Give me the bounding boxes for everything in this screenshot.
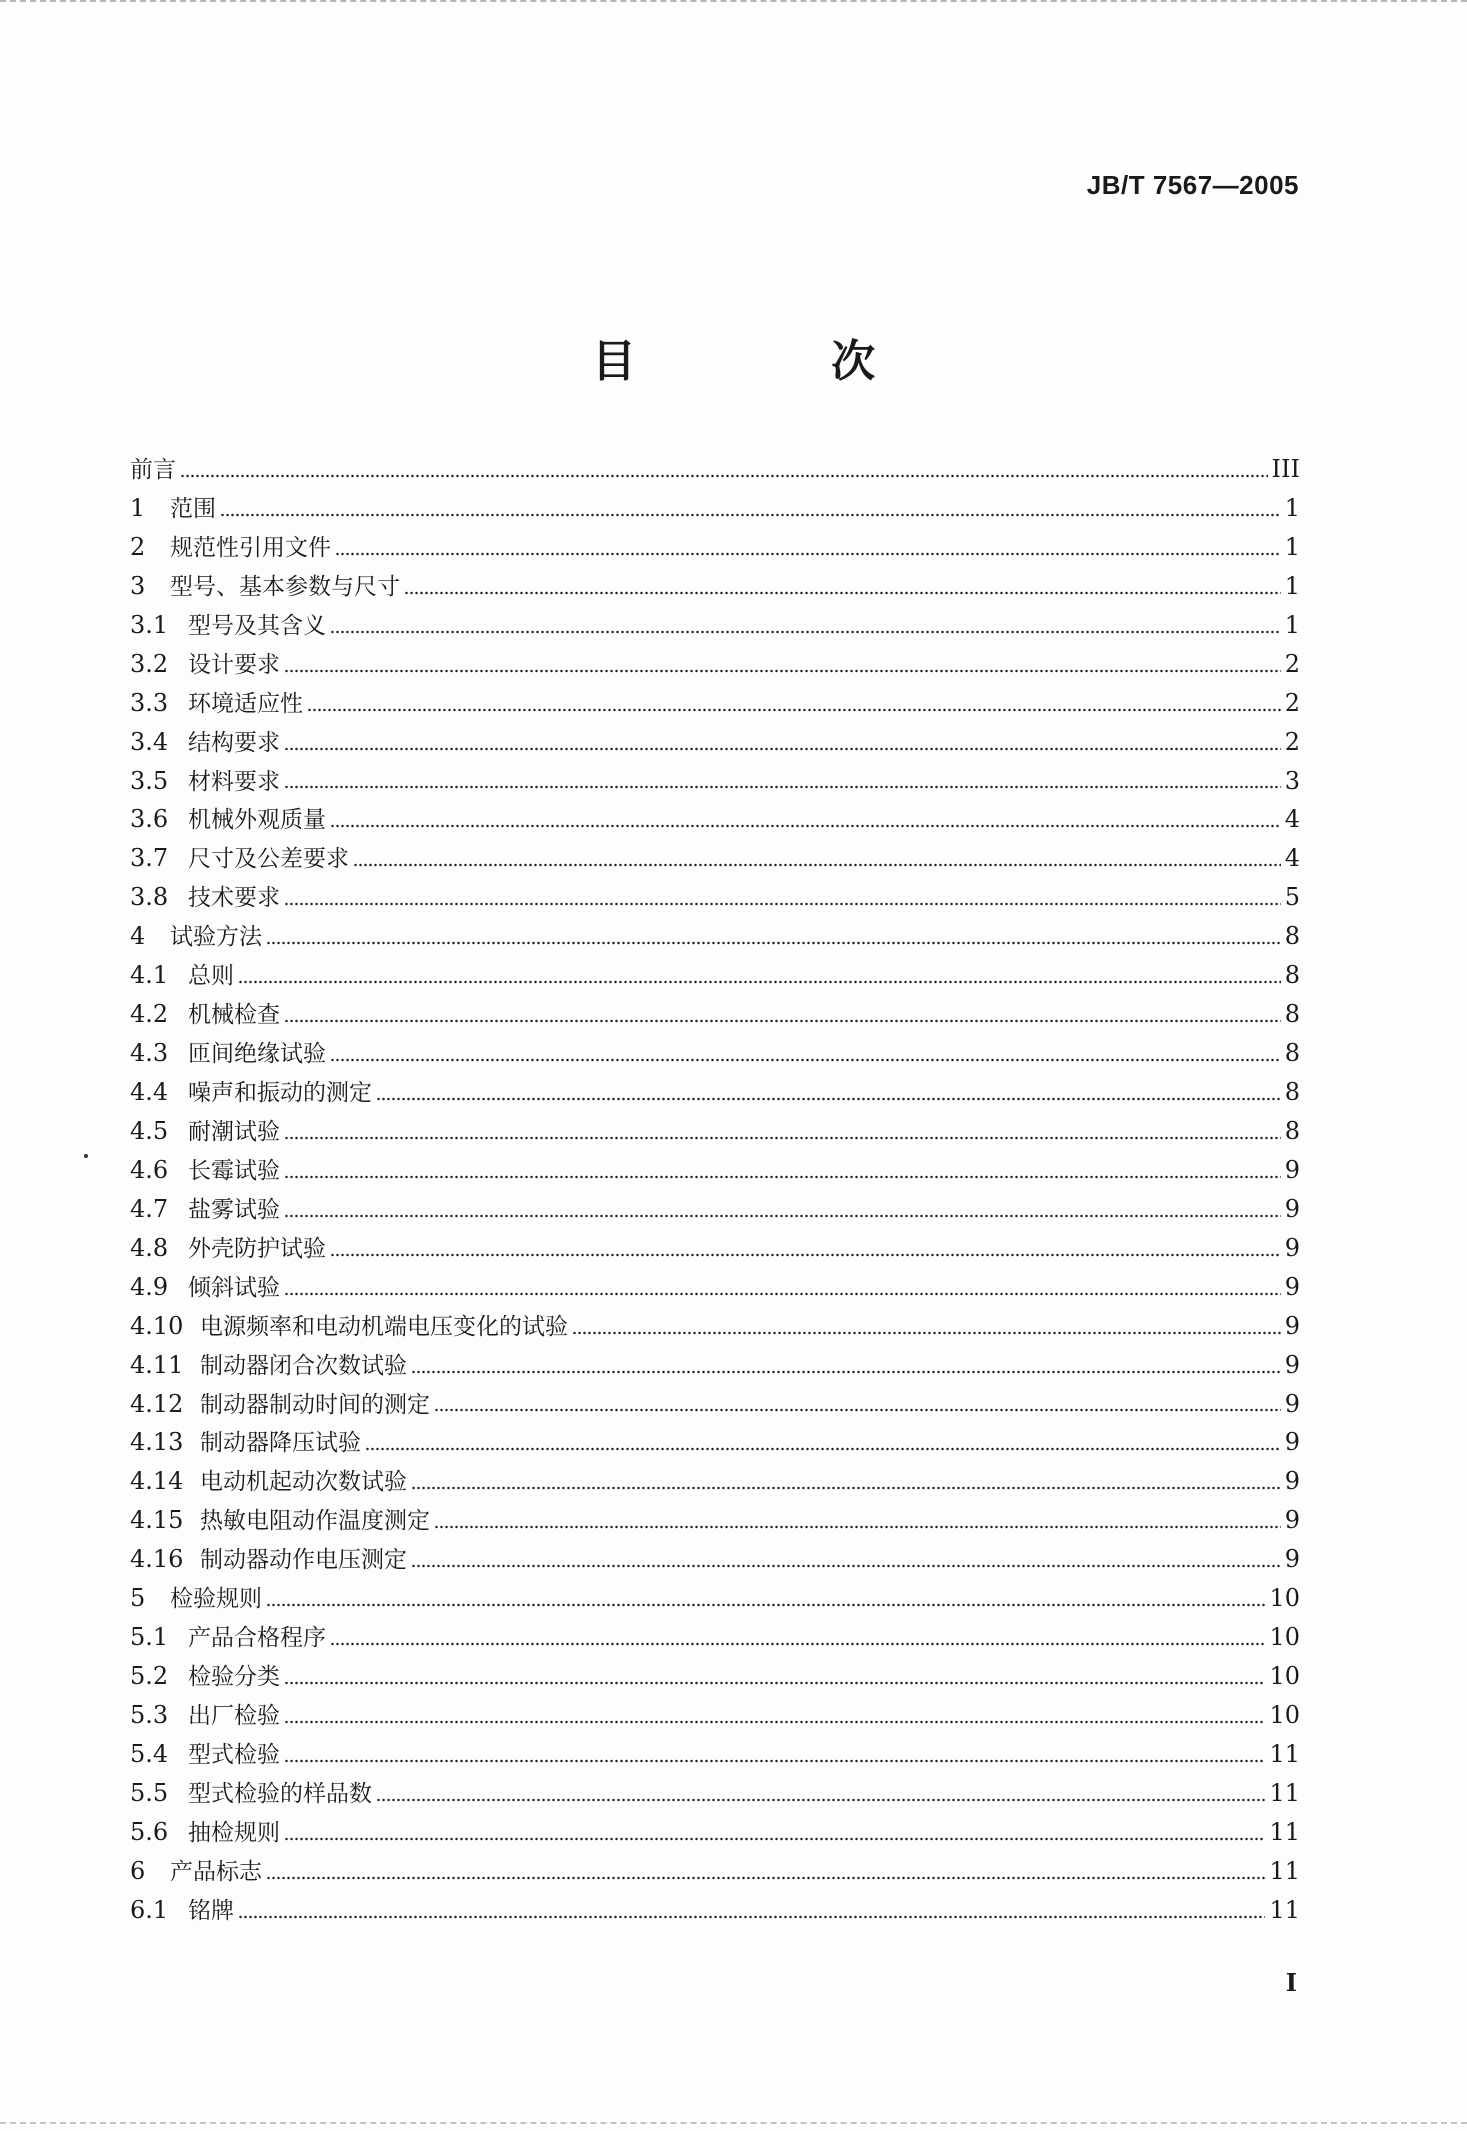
toc-entry-label: 试验方法 bbox=[170, 924, 262, 951]
toc-entry-label: 型式检验 bbox=[188, 1741, 280, 1768]
toc-leader-dots bbox=[266, 941, 1281, 945]
toc-entry-page: 10 bbox=[1269, 1701, 1300, 1729]
table-of-contents bbox=[130, 450, 1300, 1930]
toc-entry-number: 5.1 bbox=[130, 1623, 169, 1652]
toc-entry bbox=[130, 800, 1300, 839]
toc-entry-number: 4.3 bbox=[130, 1039, 169, 1068]
toc-entry-number: 6.1 bbox=[130, 1895, 169, 1924]
toc-entry bbox=[130, 1268, 1300, 1307]
toc-leader-dots bbox=[284, 669, 1281, 673]
toc-leader-dots bbox=[238, 980, 1281, 984]
toc-entry bbox=[130, 645, 1300, 684]
toc-leader-dots bbox=[330, 1058, 1281, 1062]
toc-entry-number: 4.15 bbox=[130, 1506, 184, 1535]
toc-entry-label: 长霉试验 bbox=[188, 1157, 280, 1184]
toc-entry-label: 外壳防护试验 bbox=[188, 1235, 326, 1262]
toc-entry bbox=[130, 528, 1300, 567]
toc-entry-label: 倾斜试验 bbox=[188, 1274, 280, 1301]
toc-entry-page: 9 bbox=[1284, 1272, 1300, 1301]
toc-entry-label: 规范性引用文件 bbox=[170, 534, 331, 561]
toc-entry bbox=[130, 450, 1300, 489]
toc-leader-dots bbox=[572, 1331, 1281, 1335]
toc-entry-number: 3.8 bbox=[130, 883, 169, 912]
toc-entry bbox=[130, 1891, 1300, 1930]
toc-entry-number: 4.13 bbox=[130, 1428, 184, 1457]
page-title: 目 次 bbox=[591, 336, 966, 387]
toc-entry bbox=[130, 567, 1300, 606]
toc-leader-dots bbox=[284, 1720, 1265, 1724]
toc-leader-dots bbox=[284, 1019, 1281, 1023]
toc-entry bbox=[130, 878, 1300, 917]
toc-entry-number: 5.5 bbox=[130, 1778, 169, 1807]
toc-leader-dots bbox=[284, 1214, 1281, 1218]
toc-entry-label: 电动机起动次数试验 bbox=[200, 1469, 407, 1496]
toc-entry-label: 抽检规则 bbox=[188, 1819, 280, 1846]
toc-entry-label: 产品合格程序 bbox=[188, 1625, 326, 1652]
toc-leader-dots bbox=[330, 630, 1281, 634]
toc-leader-dots bbox=[266, 1603, 1265, 1607]
toc-entry-page: 4 bbox=[1284, 805, 1300, 834]
toc-entry-number: 5.4 bbox=[130, 1739, 169, 1768]
toc-entry-number: 5.6 bbox=[130, 1817, 169, 1846]
toc-entry-label: 检验分类 bbox=[188, 1664, 280, 1691]
toc-leader-dots bbox=[284, 1759, 1265, 1763]
toc-entry-label: 耐潮试验 bbox=[188, 1118, 280, 1145]
toc-leader-dots bbox=[284, 1175, 1281, 1179]
toc-entry-label: 制动器降压试验 bbox=[200, 1430, 361, 1457]
toc-entry-page: 1 bbox=[1284, 532, 1300, 561]
toc-leader-dots bbox=[330, 1253, 1281, 1257]
toc-entry-page: 9 bbox=[1284, 1506, 1300, 1535]
toc-entry-page: 1 bbox=[1284, 493, 1300, 522]
toc-entry-label: 范围 bbox=[170, 495, 216, 522]
toc-entry-page: 2 bbox=[1284, 688, 1300, 717]
toc-entry bbox=[130, 489, 1300, 528]
toc-entry-number: 4.7 bbox=[130, 1194, 169, 1223]
toc-entry-page: 2 bbox=[1284, 649, 1300, 678]
toc-entry-label: 热敏电阻动作温度测定 bbox=[200, 1508, 430, 1535]
document-code: JB/T 7567—2005 bbox=[1086, 170, 1299, 200]
toc-entry-page: 11 bbox=[1269, 1739, 1300, 1768]
toc-entry-number: 4.11 bbox=[130, 1350, 184, 1379]
toc-entry-number: 4.5 bbox=[130, 1116, 169, 1145]
toc-entry-page: III bbox=[1271, 455, 1300, 483]
toc-entry-number: 3.5 bbox=[130, 766, 169, 795]
toc-entry bbox=[130, 1735, 1300, 1774]
toc-entry bbox=[130, 917, 1300, 956]
toc-leader-dots bbox=[353, 863, 1281, 867]
toc-entry-label: 型号及其含义 bbox=[188, 612, 326, 639]
toc-entry-label: 产品标志 bbox=[170, 1858, 262, 1885]
toc-entry bbox=[130, 1501, 1300, 1540]
toc-leader-dots bbox=[284, 1292, 1281, 1296]
toc-entry bbox=[130, 995, 1300, 1034]
toc-leader-dots bbox=[411, 1564, 1281, 1568]
toc-entry-page: 9 bbox=[1284, 1467, 1300, 1496]
toc-entry-number: 2 bbox=[130, 532, 146, 561]
toc-entry-label: 设计要求 bbox=[188, 651, 280, 678]
toc-entry-label: 机械外观质量 bbox=[188, 807, 326, 834]
toc-leader-dots bbox=[284, 747, 1281, 751]
toc-entry-number: 3.1 bbox=[130, 610, 169, 639]
toc-entry-number: 4.16 bbox=[130, 1545, 184, 1574]
toc-leader-dots bbox=[411, 1486, 1281, 1490]
toc-entry-page: 3 bbox=[1284, 766, 1300, 795]
toc-entry-label: 总则 bbox=[188, 963, 234, 990]
toc-leader-dots bbox=[238, 1915, 1265, 1919]
toc-entry bbox=[130, 1579, 1300, 1618]
toc-entry-number: 1 bbox=[130, 493, 146, 522]
toc-entry-page: 9 bbox=[1284, 1389, 1300, 1418]
toc-entry-label: 材料要求 bbox=[188, 768, 280, 795]
toc-leader-dots bbox=[411, 1370, 1281, 1374]
toc-entry-number: 6 bbox=[130, 1856, 146, 1885]
toc-leader-dots bbox=[376, 1097, 1281, 1101]
toc-entry-page: 11 bbox=[1269, 1856, 1300, 1885]
toc-entry-label: 机械检查 bbox=[188, 1002, 280, 1029]
toc-entry-number: 4.2 bbox=[130, 1000, 169, 1029]
toc-leader-dots bbox=[266, 1876, 1265, 1880]
toc-entry bbox=[130, 1423, 1300, 1462]
toc-entry-label: 检验规则 bbox=[170, 1586, 262, 1613]
toc-entry-label: 盐雾试验 bbox=[188, 1196, 280, 1223]
toc-entry-page: 9 bbox=[1284, 1545, 1300, 1574]
toc-entry-label: 噪声和振动的测定 bbox=[188, 1080, 372, 1106]
toc-leader-dots bbox=[330, 1642, 1265, 1646]
toc-entry-number: 3.3 bbox=[130, 688, 169, 717]
toc-leader-dots bbox=[376, 1798, 1265, 1802]
toc-leader-dots bbox=[284, 1837, 1265, 1841]
toc-entry bbox=[130, 1307, 1300, 1346]
scan-speck bbox=[84, 1154, 88, 1158]
toc-entry-page: 8 bbox=[1284, 1116, 1300, 1145]
toc-entry-page: 9 bbox=[1284, 1233, 1300, 1262]
toc-entry-number: 4.8 bbox=[130, 1233, 169, 1262]
toc-entry-label: 型号、基本参数与尺寸 bbox=[170, 573, 400, 600]
toc-entry-number: 4.12 bbox=[130, 1389, 184, 1418]
toc-leader-dots bbox=[330, 824, 1281, 828]
toc-entry-label: 技术要求 bbox=[188, 885, 280, 912]
toc-leader-dots bbox=[180, 474, 1268, 478]
toc-entry-page: 8 bbox=[1284, 1078, 1300, 1106]
toc-leader-dots bbox=[284, 902, 1281, 906]
toc-entry-number: 4 bbox=[130, 922, 146, 951]
toc-entry bbox=[130, 956, 1300, 995]
toc-entry bbox=[130, 1540, 1300, 1579]
toc-entry bbox=[130, 1618, 1300, 1657]
toc-leader-dots bbox=[335, 552, 1281, 556]
toc-entry bbox=[130, 1696, 1300, 1735]
toc-entry-number: 3 bbox=[130, 571, 146, 600]
toc-leader-dots bbox=[404, 591, 1281, 595]
toc-entry bbox=[130, 1774, 1300, 1813]
toc-entry-page: 2 bbox=[1284, 727, 1300, 756]
toc-entry bbox=[130, 1657, 1300, 1696]
toc-entry-number: 5.3 bbox=[130, 1701, 169, 1729]
toc-entry bbox=[130, 1462, 1300, 1501]
toc-entry bbox=[130, 1112, 1300, 1151]
toc-entry bbox=[130, 1852, 1300, 1891]
toc-leader-dots bbox=[220, 513, 1281, 517]
toc-entry-number: 3.4 bbox=[130, 727, 169, 756]
toc-leader-dots bbox=[284, 1681, 1265, 1685]
toc-entry-number: 5.2 bbox=[130, 1662, 169, 1691]
toc-entry bbox=[130, 1385, 1300, 1424]
toc-entry-label: 环境适应性 bbox=[188, 690, 303, 717]
toc-entry bbox=[130, 762, 1300, 801]
toc-entry-label: 制动器闭合次数试验 bbox=[200, 1352, 407, 1379]
toc-entry-label: 前言 bbox=[130, 457, 176, 483]
toc-entry-page: 9 bbox=[1284, 1155, 1300, 1184]
toc-entry-page: 11 bbox=[1269, 1895, 1300, 1924]
toc-entry bbox=[130, 723, 1300, 762]
toc-entry bbox=[130, 1034, 1300, 1073]
toc-entry-label: 结构要求 bbox=[188, 729, 280, 756]
toc-entry bbox=[130, 839, 1300, 878]
toc-leader-dots bbox=[307, 708, 1281, 712]
toc-entry-label: 匝间绝缘试验 bbox=[188, 1041, 326, 1068]
toc-entry-label: 出厂检验 bbox=[188, 1703, 280, 1729]
toc-leader-dots bbox=[434, 1408, 1281, 1412]
toc-entry-page: 5 bbox=[1284, 883, 1300, 912]
toc-leader-dots bbox=[284, 1136, 1281, 1140]
toc-entry-page: 4 bbox=[1284, 844, 1300, 873]
toc-entry-page: 8 bbox=[1284, 1000, 1300, 1029]
toc-entry bbox=[130, 1073, 1300, 1112]
toc-entry-label: 制动器动作电压测定 bbox=[200, 1547, 407, 1574]
toc-entry-page: 9 bbox=[1284, 1194, 1300, 1223]
toc-entry-label: 制动器制动时间的测定 bbox=[200, 1391, 430, 1418]
toc-entry-number: 3.2 bbox=[130, 649, 169, 678]
toc-entry bbox=[130, 1190, 1300, 1229]
scan-top-edge bbox=[0, 0, 1467, 6]
toc-entry-page: 10 bbox=[1269, 1584, 1300, 1613]
toc-entry-number: 4.10 bbox=[130, 1311, 184, 1340]
scan-bottom-edge bbox=[0, 2122, 1467, 2128]
toc-entry-number: 4.14 bbox=[130, 1467, 184, 1496]
toc-entry-page: 1 bbox=[1284, 610, 1300, 639]
toc-entry-page: 8 bbox=[1284, 922, 1300, 951]
toc-entry bbox=[130, 1813, 1300, 1852]
toc-entry bbox=[130, 606, 1300, 645]
toc-entry-page: 8 bbox=[1284, 961, 1300, 990]
page-number: I bbox=[1285, 1968, 1297, 1997]
toc-entry-page: 9 bbox=[1284, 1311, 1300, 1340]
toc-entry bbox=[130, 1346, 1300, 1385]
toc-entry-number: 3.7 bbox=[130, 844, 169, 873]
toc-entry-page: 10 bbox=[1269, 1662, 1300, 1691]
toc-entry-label: 尺寸及公差要求 bbox=[188, 846, 349, 873]
toc-entry-label: 型式检验的样品数 bbox=[188, 1780, 372, 1807]
toc-leader-dots bbox=[365, 1447, 1281, 1451]
toc-entry-number: 4.4 bbox=[130, 1078, 169, 1106]
toc-entry-label: 电源频率和电动机端电压变化的试验 bbox=[200, 1313, 568, 1340]
toc-entry bbox=[130, 1151, 1300, 1190]
toc-leader-dots bbox=[434, 1525, 1281, 1529]
toc-entry-number: 3.6 bbox=[130, 805, 169, 834]
toc-entry-page: 8 bbox=[1284, 1039, 1300, 1068]
toc-leader-dots bbox=[284, 785, 1281, 789]
toc-entry-number: 4.1 bbox=[130, 961, 169, 990]
toc-entry-page: 9 bbox=[1284, 1350, 1300, 1379]
toc-entry-page: 9 bbox=[1284, 1428, 1300, 1457]
toc-entry-page: 10 bbox=[1269, 1623, 1300, 1652]
toc-entry-page: 11 bbox=[1269, 1817, 1300, 1846]
toc-entry-label: 铭牌 bbox=[188, 1897, 234, 1924]
toc-entry-page: 11 bbox=[1269, 1778, 1300, 1807]
toc-entry bbox=[130, 1229, 1300, 1268]
toc-entry bbox=[130, 684, 1300, 723]
toc-entry-number: 5 bbox=[130, 1584, 146, 1613]
toc-entry-number: 4.9 bbox=[130, 1272, 169, 1301]
toc-entry-page: 1 bbox=[1284, 571, 1300, 600]
toc-entry-number: 4.6 bbox=[130, 1155, 169, 1184]
